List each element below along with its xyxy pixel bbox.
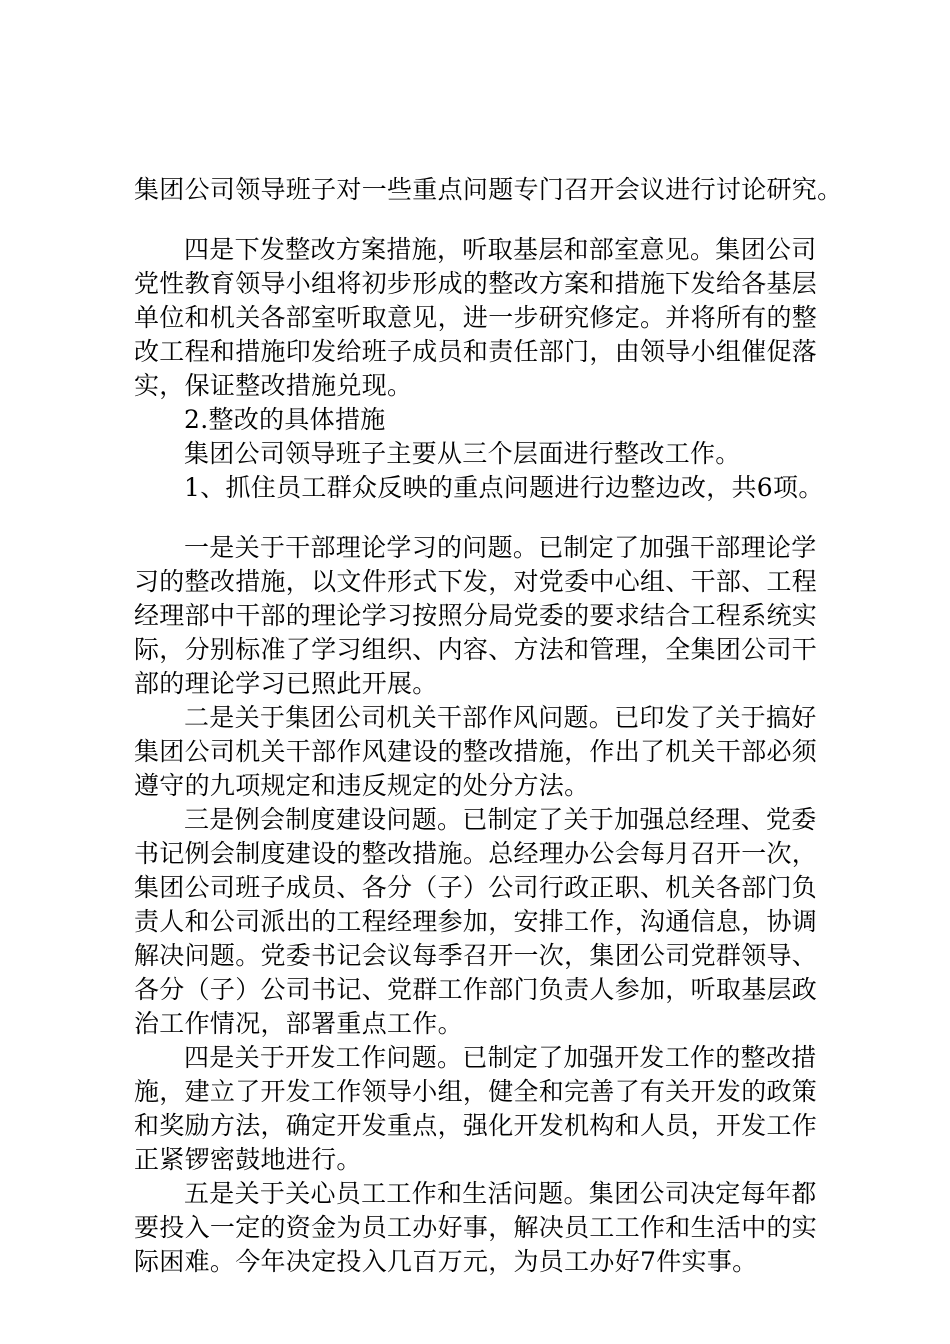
- text-line: 习的整改措施，以文件形式下发，对党委中心组、干部、工程: [134, 567, 818, 596]
- text-line: 际困难。今年决定投入几百万元，为员工办好7件实事。: [134, 1247, 758, 1276]
- text-line: 部的理论学习已照此开展。: [134, 669, 438, 698]
- text-line: 实，保证整改措施兑现。: [134, 371, 413, 400]
- text-line: 要投入一定的资金为员工办好事，解决员工工作和生活中的实: [134, 1213, 818, 1242]
- text-line: 集团公司领导班子主要从三个层面进行整改工作。: [184, 439, 741, 468]
- text-line: 单位和机关各部室听取意见，进一步研究修定。并将所有的整: [134, 303, 818, 332]
- text-line: 四是关于开发工作问题。已制定了加强开发工作的整改措: [184, 1043, 817, 1072]
- text-line: 集团公司领导班子对一些重点问题专门召开会议进行讨论研究。: [134, 175, 843, 204]
- text-line: 遵守的九项规定和违反规定的处分方法。: [134, 771, 590, 800]
- text-line: 经理部中干部的理论学习按照分局党委的要求结合工程系统实: [134, 601, 818, 630]
- text-line: 三是例会制度建设问题。已制定了关于加强总经理、党委: [184, 805, 817, 834]
- text-line: 治工作情况，部署重点工作。: [134, 1009, 463, 1038]
- text-line: 际，分别标准了学习组织、内容、方法和管理，全集团公司干: [134, 635, 818, 664]
- text-line: 五是关于关心员工工作和生活问题。集团公司决定每年都: [184, 1179, 817, 1208]
- text-line: 和奖励方法，确定开发重点，强化开发机构和人员，开发工作: [134, 1111, 818, 1140]
- text-line: 书记例会制度建设的整改措施。总经理办公会每月召开一次，: [134, 839, 818, 868]
- section-heading: 2.整改的具体措施: [184, 405, 386, 434]
- text-line: 改工程和措施印发给班子成员和责任部门，由领导小组催促落: [134, 337, 818, 366]
- text-line: 集团公司班子成员、各分（子）公司行政正职、机关各部门负: [134, 873, 818, 902]
- text-line: 四是下发整改方案措施，听取基层和部室意见。集团公司: [184, 235, 817, 264]
- text-line: 1、抓住员工群众反映的重点问题进行边整边改，共6项。: [184, 473, 824, 502]
- text-line: 党性教育领导小组将初步形成的整改方案和措施下发给各基层: [134, 269, 818, 298]
- text-line: 集团公司机关干部作风建设的整改措施，作出了机关干部必须: [134, 737, 818, 766]
- text-line: 解决问题。党委书记会议每季召开一次，集团公司党群领导、: [134, 941, 818, 970]
- text-line: 责人和公司派出的工程经理参加，安排工作，沟通信息，协调: [134, 907, 818, 936]
- text-line: 施，建立了开发工作领导小组，健全和完善了有关开发的政策: [134, 1077, 818, 1106]
- text-line: 各分（子）公司书记、党群工作部门负责人参加，听取基层政: [134, 975, 818, 1004]
- text-line: 一是关于干部理论学习的问题。已制定了加强干部理论学: [184, 533, 817, 562]
- text-line: 正紧锣密鼓地进行。: [134, 1145, 362, 1174]
- text-line: 二是关于集团公司机关干部作风问题。已印发了关于搞好: [184, 703, 817, 732]
